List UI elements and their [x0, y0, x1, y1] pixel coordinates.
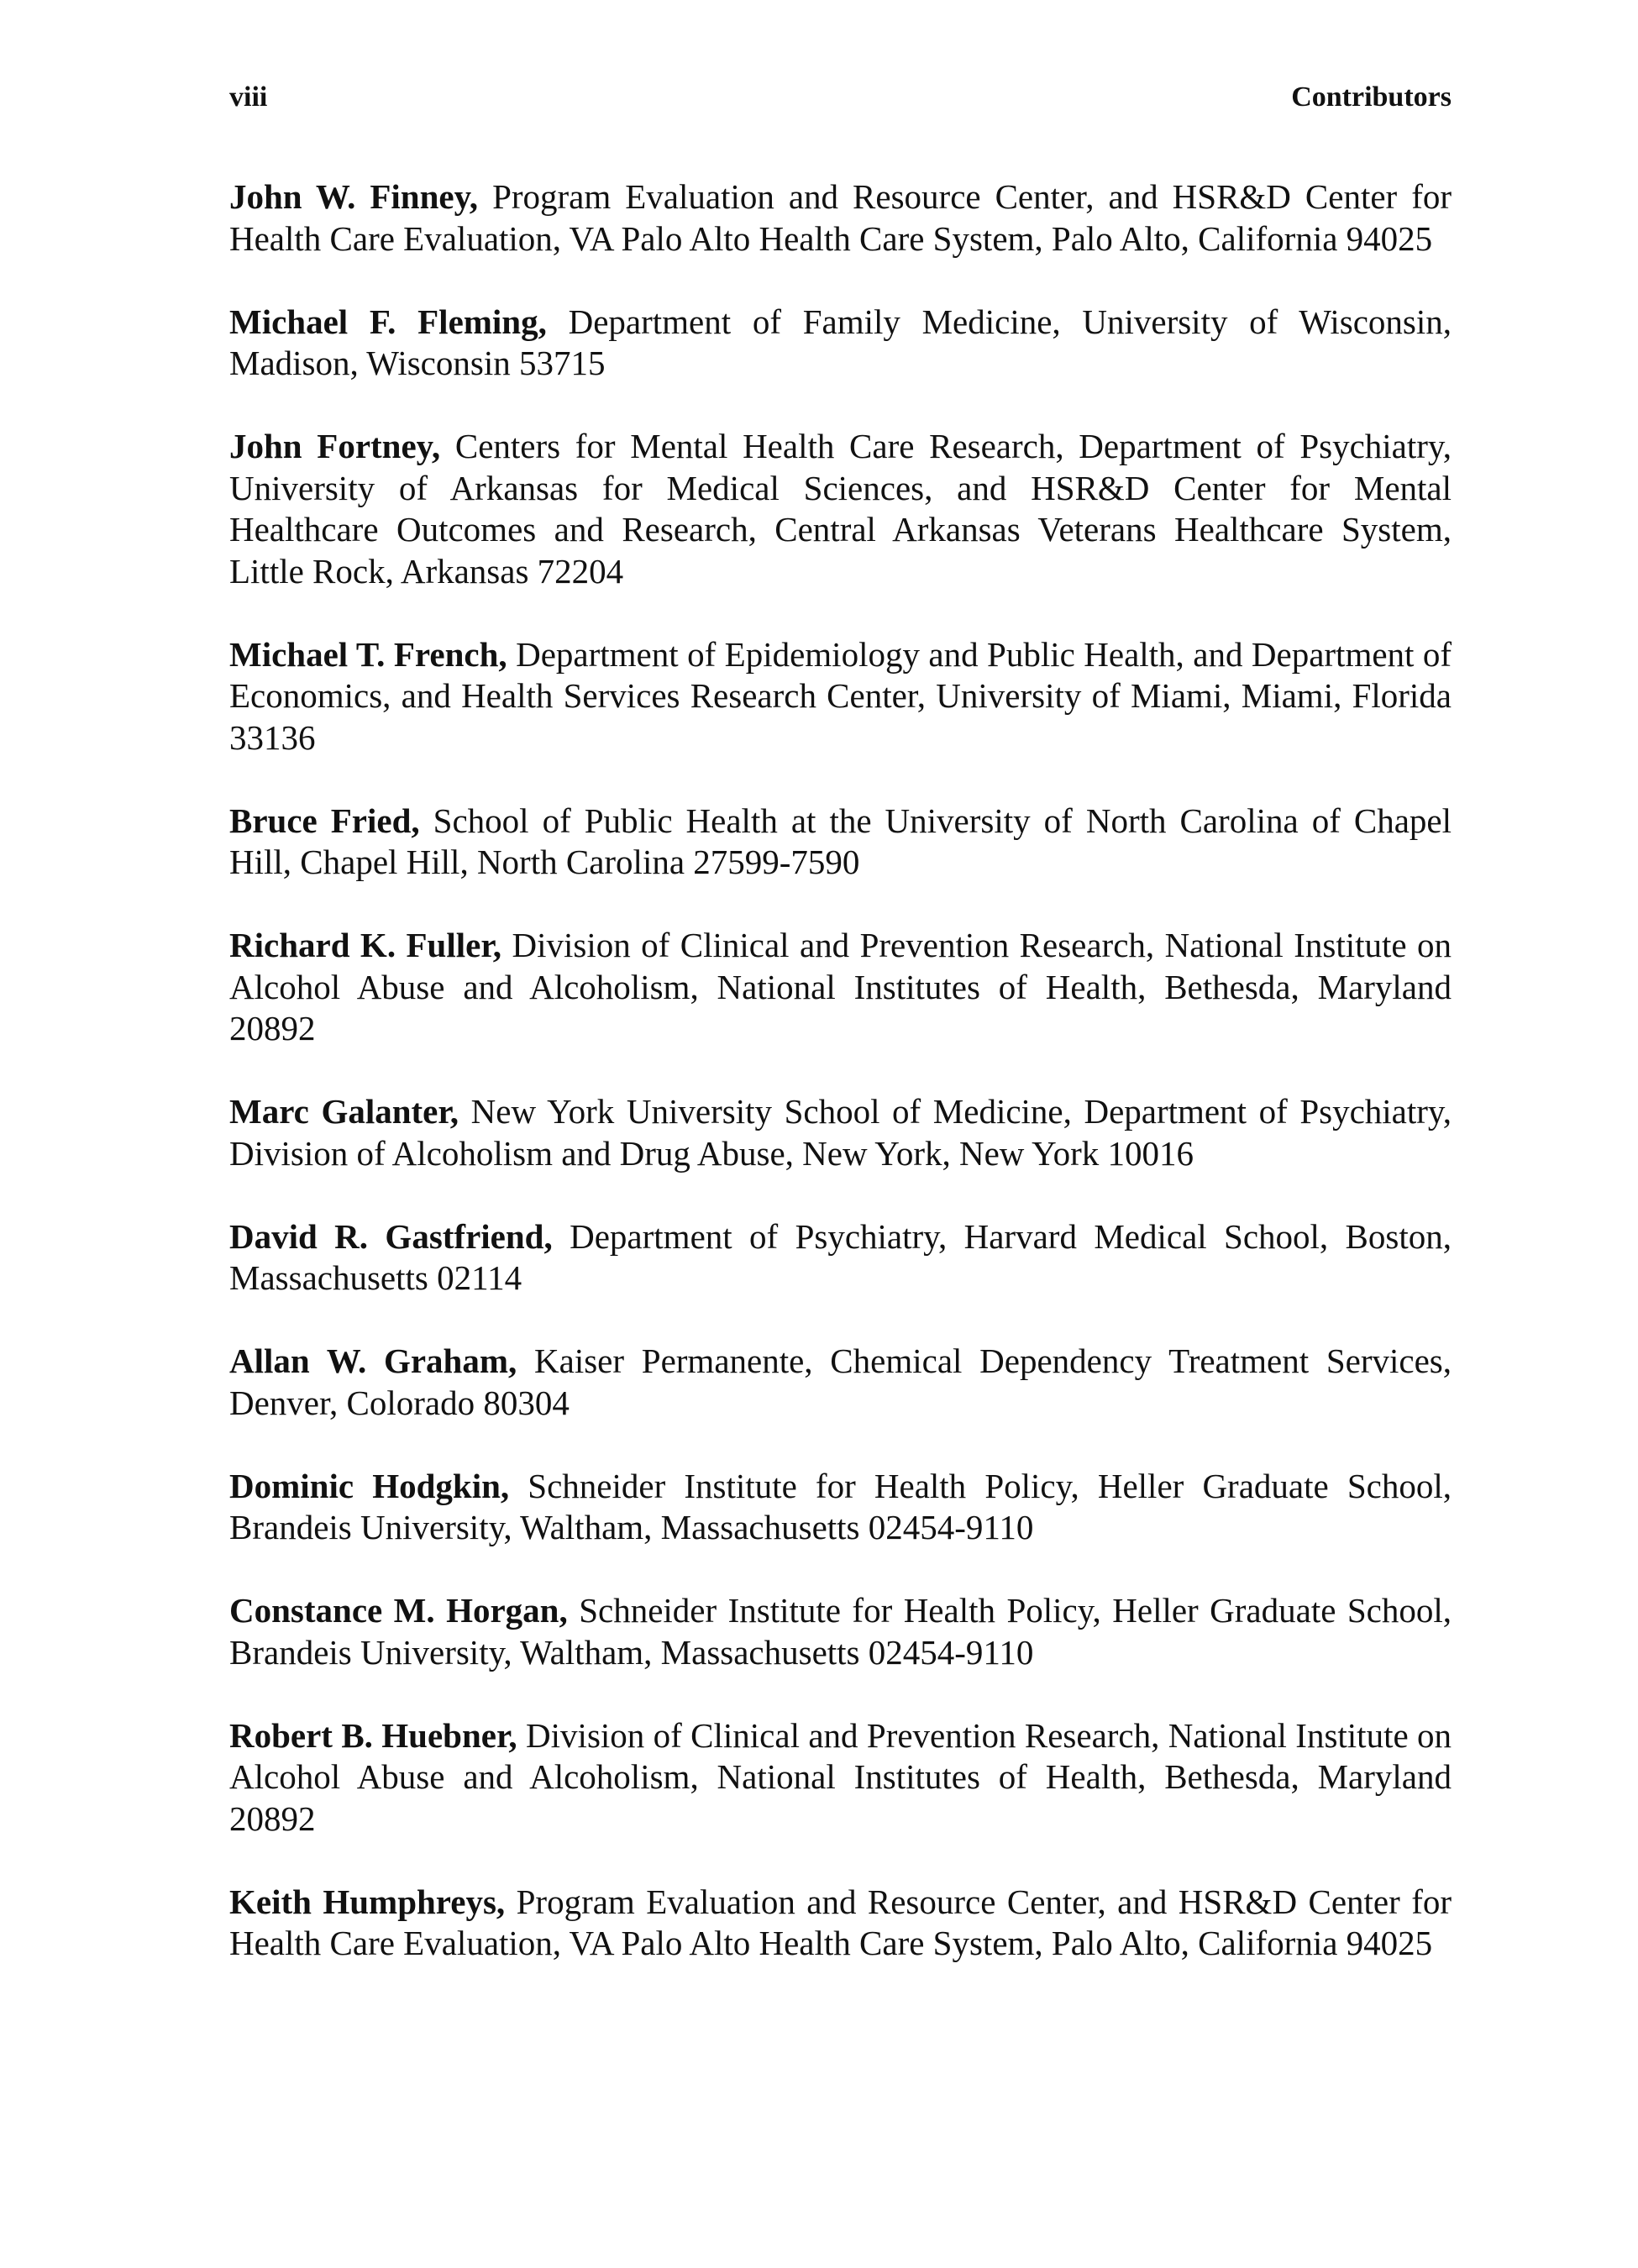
contributor-name: Constance M. Horgan, [229, 1591, 568, 1630]
contributor-entry [229, 176, 1452, 260]
running-head [229, 81, 1452, 114]
contributor-affiliation: Schneider Institute for Health Policy, Heller Graduate School, Brandeis University, Waltham, Massachusetts 02454-9110 [229, 1591, 1452, 1672]
contributor-name: John W. Finney, [229, 177, 479, 216]
contributor-entry [229, 426, 1452, 592]
section-title: Contributors [1291, 81, 1452, 113]
contributor-entry [229, 634, 1452, 759]
contributor-name: John Fortney, [229, 427, 441, 465]
contributor-name: Michael F. Fleming, [229, 302, 547, 341]
contributor-entry [229, 1466, 1452, 1549]
contributor-entry [229, 1882, 1452, 1965]
contributor-affiliation: Division of Clinical and Prevention Research, National Institute on Alcohol Abuse and Alcoholism, National Institutes of Health, Bethesda, Maryland 20892 [229, 1715, 1452, 1838]
contributor-entry [229, 925, 1452, 1050]
contributor-name: Richard K. Fuller, [229, 926, 502, 964]
contributor-entry [229, 302, 1452, 385]
contributor-affiliation: Schneider Institute for Health Policy, Heller Graduate School, Brandeis University, Waltham, Massachusetts 02454-9110 [229, 1466, 1452, 1546]
contributor-affiliation: Program Evaluation and Resource Center, and HSR&D Center for Health Care Evaluation, VA Palo Alto Health Care System, Palo Alto, California 94025 [229, 177, 1452, 258]
contributor-affiliation: Department of Family Medicine, University of Wisconsin, Madison, Wisconsin 53715 [229, 302, 1452, 382]
contributor-entry [229, 1091, 1452, 1174]
contributor-name: Allan W. Graham, [229, 1341, 517, 1380]
contributor-name: David R. Gastfriend, [229, 1216, 553, 1256]
contributor-list [229, 176, 1452, 1965]
contributor-entry [229, 1216, 1452, 1299]
contributor-affiliation: School of Public Health at the University of North Carolina of Chapel Hill, Chapel Hill, North Carolina 27599-7590 [229, 801, 1452, 881]
contributor-entry [229, 801, 1452, 884]
contributor-affiliation: Department of Psychiatry, Harvard Medical School, Boston, Massachusetts 02114 [229, 1216, 1452, 1297]
page-number: viii [229, 81, 268, 113]
book-page [229, 81, 1452, 2006]
contributor-name: Dominic Hodgkin, [229, 1466, 510, 1505]
contributor-affiliation: Centers for Mental Health Care Research, Department of Psychiatry, University of Arkansas for Medical Sciences, and HSR&D Center for Mental Healthcare Outcomes and Research, Central Arkansas Veterans Healthcare System, Little Rock, Arkansas 72204 [229, 427, 1452, 591]
contributor-entry [229, 1341, 1452, 1424]
contributor-affiliation: Division of Clinical and Prevention Research, National Institute on Alcohol Abuse and Alcoholism, National Institutes of Health, Bethesda, Maryland 20892 [229, 926, 1452, 1047]
contributor-name: Michael T. French, [229, 634, 507, 674]
contributor-name: Keith Humphreys, [229, 1882, 506, 1921]
contributor-affiliation: New York University School of Medicine, Department of Psychiatry, Division of Alcoholism and Drug Abuse, New York, New York 10016 [229, 1092, 1452, 1173]
contributor-affiliation: Program Evaluation and Resource Center, and HSR&D Center for Health Care Evaluation, VA Palo Alto Health Care System, Palo Alto, California 94025 [229, 1882, 1452, 1962]
contributor-name: Bruce Fried, [229, 801, 420, 840]
contributor-entry [229, 1590, 1452, 1673]
contributor-name: Marc Galanter, [229, 1092, 459, 1131]
contributor-affiliation: Kaiser Permanente, Chemical Dependency Treatment Services, Denver, Colorado 80304 [229, 1341, 1452, 1422]
contributor-entry [229, 1715, 1452, 1840]
contributor-affiliation: Department of Epidemiology and Public Health, and Department of Economics, and Health Services Research Center, University of Miami, Miami, Florida 33136 [229, 634, 1452, 757]
contributor-name: Robert B. Huebner, [229, 1715, 517, 1755]
